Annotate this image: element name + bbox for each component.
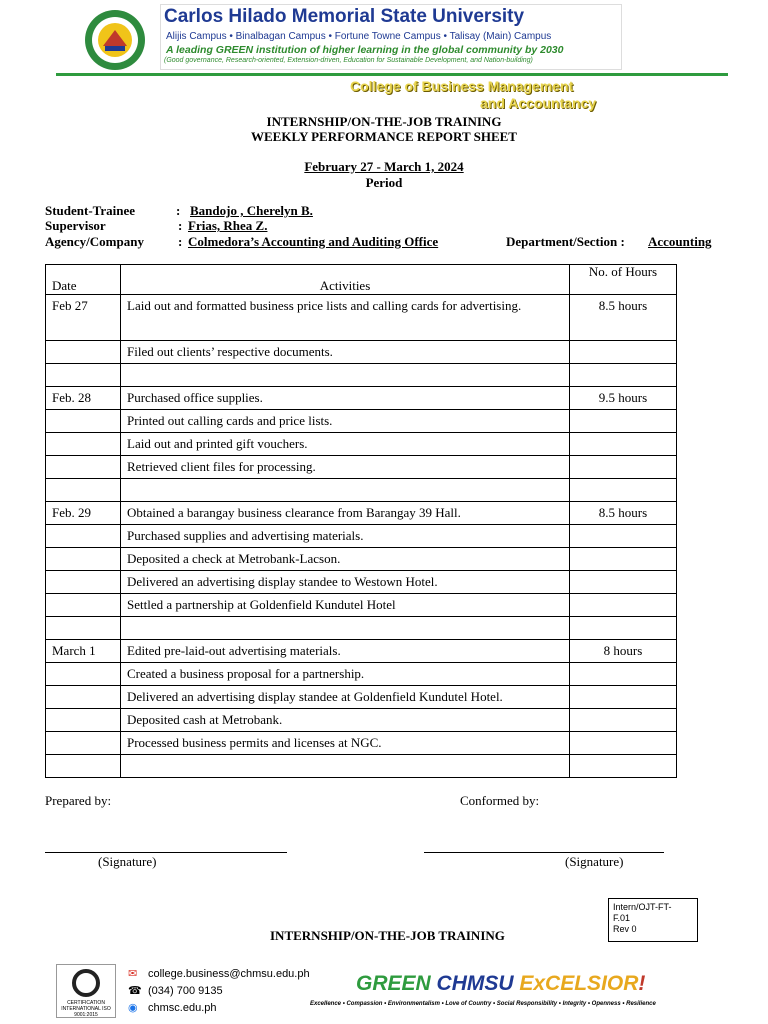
row-date: March 1 bbox=[46, 640, 121, 663]
brand-exclamation: ! bbox=[638, 972, 646, 995]
table-row bbox=[46, 295, 677, 341]
contact-website bbox=[128, 1001, 216, 1014]
row-hours bbox=[570, 686, 677, 709]
header-hours-text: No. of Hours bbox=[588, 264, 658, 279]
table-row bbox=[46, 732, 677, 755]
row-hours bbox=[570, 433, 677, 456]
email-text: college.business@chmsu.edu.ph bbox=[148, 968, 310, 980]
table-row bbox=[46, 433, 677, 456]
row-hours bbox=[570, 594, 677, 617]
row-hours bbox=[570, 456, 677, 479]
brand-chmsu: CHMSU bbox=[436, 972, 514, 995]
table-header-row bbox=[46, 265, 677, 295]
table-row bbox=[46, 548, 677, 571]
contact-email bbox=[128, 967, 310, 980]
row-activity: Delivered an advertising display standee at Goldenfield Kundutel Hotel. bbox=[121, 686, 570, 709]
row-date bbox=[46, 732, 121, 755]
form-code-line1: Intern/OJT-FT- bbox=[613, 902, 672, 912]
row-date bbox=[46, 663, 121, 686]
row-activity: Purchased supplies and advertising materials. bbox=[121, 525, 570, 548]
row-activity bbox=[121, 364, 570, 387]
row-activity: Processed business permits and licenses at NGC. bbox=[121, 732, 570, 755]
brand-green: GREEN bbox=[356, 972, 431, 995]
row-hours: 8.5 hours bbox=[570, 502, 677, 525]
campus-list: Alijis Campus • Binalbagan Campus • Fortune Towne Campus • Talisay (Main) Campus bbox=[166, 31, 552, 42]
row-activity bbox=[121, 479, 570, 502]
row-date bbox=[46, 709, 121, 732]
university-subtagline: (Good governance, Research-oriented, Extension-driven, Education for Sustainable Development, and Nation-building) bbox=[164, 57, 533, 64]
report-subtitle: WEEKLY PERFORMANCE REPORT SHEET bbox=[251, 129, 517, 144]
activity-table bbox=[45, 264, 677, 778]
supervisor-value: Frias, Rhea Z. bbox=[188, 218, 268, 233]
row-date: Feb. 29 bbox=[46, 502, 121, 525]
form-code-line2: F.01 bbox=[613, 913, 631, 923]
row-activity: Created a business proposal for a partnership. bbox=[121, 663, 570, 686]
row-activity bbox=[121, 755, 570, 778]
row-date bbox=[46, 571, 121, 594]
website-text: chmsc.edu.ph bbox=[148, 1002, 217, 1014]
row-activity: Delivered an advertising display standee to Westown Hotel. bbox=[121, 571, 570, 594]
table-row bbox=[46, 525, 677, 548]
table-row bbox=[46, 502, 677, 525]
table-row bbox=[46, 594, 677, 617]
university-tagline: A leading GREEN institution of higher learning in the global community by 2030 bbox=[166, 44, 564, 56]
brand-excelsior: ExCELSIOR bbox=[519, 972, 639, 995]
row-date bbox=[46, 525, 121, 548]
prepared-signature-line bbox=[45, 852, 287, 853]
table-row bbox=[46, 364, 677, 387]
row-activity: Obtained a barangay business clearance from Barangay 39 Hall. bbox=[121, 502, 570, 525]
row-date bbox=[46, 594, 121, 617]
table-row bbox=[46, 617, 677, 640]
row-activity bbox=[121, 617, 570, 640]
row-hours bbox=[570, 755, 677, 778]
header-activities-text: Activities bbox=[319, 278, 371, 293]
trainee-value: Bandojo , Cherelyn B. bbox=[190, 203, 313, 218]
college-name-line1: College of Business Management bbox=[350, 78, 574, 94]
row-activity: Purchased office supplies. bbox=[121, 387, 570, 410]
row-hours: 9.5 hours bbox=[570, 387, 677, 410]
row-date bbox=[46, 456, 121, 479]
row-date: Feb. 28 bbox=[46, 387, 121, 410]
table-row bbox=[46, 571, 677, 594]
form-code-box bbox=[608, 898, 698, 942]
row-hours bbox=[570, 732, 677, 755]
phone-icon: ☎ bbox=[128, 985, 142, 997]
iso-text: CERTIFICATION INTERNATIONAL ISO 9001:2015 bbox=[61, 1000, 111, 1018]
row-date bbox=[46, 410, 121, 433]
conformed-by-label: Conformed by: bbox=[460, 793, 540, 808]
row-hours bbox=[570, 548, 677, 571]
row-hours bbox=[570, 663, 677, 686]
mail-icon: ✉ bbox=[128, 968, 138, 980]
college-name-line2: and Accountancy bbox=[480, 95, 597, 111]
supervisor-colon: : bbox=[178, 218, 183, 233]
row-activity: Settled a partnership at Goldenfield Kundutel Hotel bbox=[121, 594, 570, 617]
supervisor-label: Supervisor bbox=[45, 218, 106, 233]
row-hours bbox=[570, 479, 677, 502]
agency-label: Agency/Company bbox=[45, 234, 144, 249]
row-date bbox=[46, 617, 121, 640]
row-activity: Deposited cash at Metrobank. bbox=[121, 709, 570, 732]
table-row bbox=[46, 341, 677, 364]
row-activity: Retrieved client files for processing. bbox=[121, 456, 570, 479]
row-date bbox=[46, 364, 121, 387]
row-activity: Deposited a check at Metrobank-Lacson. bbox=[121, 548, 570, 571]
iso-certification-logo bbox=[56, 964, 116, 1018]
row-hours bbox=[570, 571, 677, 594]
row-hours bbox=[570, 617, 677, 640]
table-row bbox=[46, 640, 677, 663]
row-hours: 8.5 hours bbox=[570, 295, 677, 341]
row-date bbox=[46, 433, 121, 456]
header-date bbox=[46, 265, 121, 295]
period-label: Period bbox=[365, 175, 403, 190]
row-date: Feb 27 bbox=[46, 295, 121, 341]
header-date-text: Date bbox=[52, 278, 77, 293]
department-value: Accounting bbox=[648, 234, 712, 249]
table-row bbox=[46, 709, 677, 732]
row-date bbox=[46, 479, 121, 502]
row-date bbox=[46, 686, 121, 709]
header-hours bbox=[570, 265, 677, 295]
table-row bbox=[46, 479, 677, 502]
footer-title: INTERNSHIP/ON-THE-JOB TRAINING bbox=[270, 928, 505, 943]
university-name: Carlos Hilado Memorial State University bbox=[164, 6, 525, 27]
row-activity: Laid out and formatted business price lists and calling cards for advertising. bbox=[121, 295, 570, 341]
form-code-line3: Rev 0 bbox=[613, 924, 637, 934]
contact-phone bbox=[128, 984, 223, 997]
row-activity: Laid out and printed gift vouchers. bbox=[121, 433, 570, 456]
globe-icon: ◉ bbox=[128, 1002, 138, 1014]
table-row bbox=[46, 456, 677, 479]
table-row bbox=[46, 387, 677, 410]
core-values: Excellence • Compassion • Environmentalism • Love of Country • Social Responsibility • Integrity • Openness • Resilience bbox=[310, 1001, 656, 1007]
row-date bbox=[46, 548, 121, 571]
row-hours bbox=[570, 525, 677, 548]
row-activity: Filed out clients’ respective documents. bbox=[121, 341, 570, 364]
row-date bbox=[46, 341, 121, 364]
conformed-signature-label: (Signature) bbox=[565, 854, 624, 869]
trainee-label: Student-Trainee bbox=[45, 203, 136, 218]
row-activity: Edited pre-laid-out advertising materials. bbox=[121, 640, 570, 663]
table-row bbox=[46, 663, 677, 686]
row-activity: Printed out calling cards and price lists. bbox=[121, 410, 570, 433]
prepared-signature-label: (Signature) bbox=[98, 854, 157, 869]
row-hours bbox=[570, 709, 677, 732]
table-row bbox=[46, 755, 677, 778]
certification-ring-icon bbox=[71, 968, 101, 998]
row-hours bbox=[570, 341, 677, 364]
report-title: INTERNSHIP/ON-THE-JOB TRAINING bbox=[266, 114, 502, 129]
brand-slogan bbox=[356, 972, 645, 996]
period-dates bbox=[0, 159, 768, 175]
header-activities bbox=[121, 265, 570, 295]
row-hours: 8 hours bbox=[570, 640, 677, 663]
trainee-colon: : bbox=[176, 203, 181, 218]
table-row bbox=[46, 686, 677, 709]
agency-colon: : bbox=[178, 234, 183, 249]
row-date bbox=[46, 755, 121, 778]
agency-value: Colmedora’s Accounting and Auditing Office bbox=[188, 234, 439, 249]
phone-text: (034) 700 9135 bbox=[148, 985, 223, 997]
row-hours bbox=[570, 364, 677, 387]
conformed-signature-line bbox=[424, 852, 664, 853]
period-dates-text: February 27 - March 1, 2024 bbox=[304, 159, 464, 174]
department-label: Department/Section : bbox=[506, 234, 625, 249]
header-divider bbox=[56, 73, 728, 76]
row-hours bbox=[570, 410, 677, 433]
table-row bbox=[46, 410, 677, 433]
university-seal-icon bbox=[70, 8, 160, 72]
prepared-by-label: Prepared by: bbox=[45, 793, 112, 808]
